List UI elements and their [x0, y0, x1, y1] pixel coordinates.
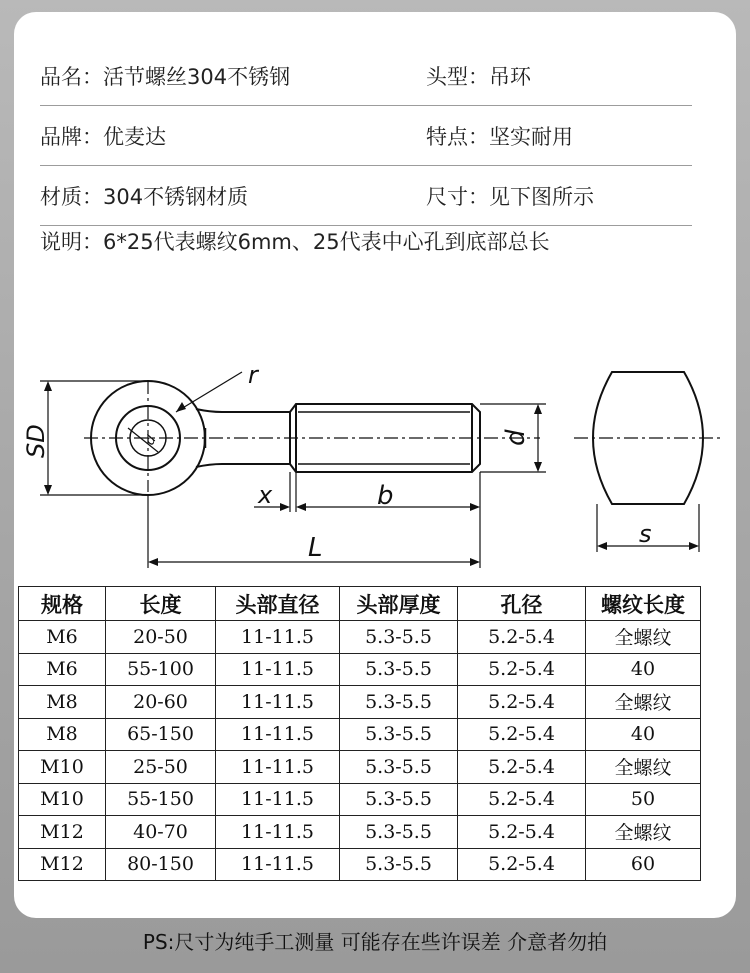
cell-length: 55-150	[106, 783, 216, 816]
table-row	[19, 621, 701, 654]
cell-thread-length: 60	[586, 848, 701, 881]
label-s: s	[639, 520, 652, 548]
cell-spec: M12	[19, 816, 106, 849]
table-row	[19, 686, 701, 719]
header-thread-length: 螺纹长度	[586, 587, 701, 621]
l-arrow-right	[470, 558, 480, 566]
spec-material: 材质：304不锈钢材质	[40, 185, 249, 209]
label-d: d	[501, 429, 531, 446]
sd-arrow-bottom	[44, 485, 52, 495]
label-r: r	[248, 361, 258, 389]
header-hole-diameter: 孔径	[458, 587, 586, 621]
cell-head-thickness: 5.3-5.5	[340, 816, 458, 849]
s-arrow-right	[689, 542, 699, 550]
cell-thread-length: 40	[586, 718, 701, 751]
spec-head-type: 头型：吊环	[426, 65, 531, 89]
cell-head-diameter: 11-11.5	[216, 816, 340, 849]
table-header-row	[19, 587, 701, 621]
d-arrow-top	[534, 404, 542, 414]
label-x: x	[258, 481, 273, 509]
l-arrow-left	[148, 558, 158, 566]
cell-length: 65-150	[106, 718, 216, 751]
cell-head-diameter: 11-11.5	[216, 751, 340, 784]
label-l: L	[308, 533, 323, 563]
s-arrow-left	[597, 542, 607, 550]
cell-length: 40-70	[106, 816, 216, 849]
cell-hole-diameter: 5.2-5.4	[458, 751, 586, 784]
cell-head-diameter: 11-11.5	[216, 718, 340, 751]
table-row	[19, 816, 701, 849]
header-head-thickness: 头部厚度	[340, 587, 458, 621]
cell-head-thickness: 5.3-5.5	[340, 686, 458, 719]
cell-hole-diameter: 5.2-5.4	[458, 621, 586, 654]
spec-product-name: 品名：活节螺丝304不锈钢	[40, 65, 291, 89]
label-sd: SD	[22, 424, 50, 458]
cell-head-diameter: 11-11.5	[216, 621, 340, 654]
cell-head-diameter: 11-11.5	[216, 653, 340, 686]
cell-length: 20-60	[106, 686, 216, 719]
header-length: 长度	[106, 587, 216, 621]
cell-spec: M8	[19, 686, 106, 719]
d-arrow-bottom	[534, 462, 542, 472]
cell-spec: M10	[19, 783, 106, 816]
cell-head-diameter: 11-11.5	[216, 848, 340, 881]
cell-spec: M6	[19, 653, 106, 686]
table-row	[19, 718, 701, 751]
cell-length: 20-50	[106, 621, 216, 654]
cell-head-diameter: 11-11.5	[216, 783, 340, 816]
cell-spec: M12	[19, 848, 106, 881]
cell-head-thickness: 5.3-5.5	[340, 783, 458, 816]
cell-length: 80-150	[106, 848, 216, 881]
cell-hole-diameter: 5.2-5.4	[458, 718, 586, 751]
cell-head-thickness: 5.3-5.5	[340, 718, 458, 751]
cell-head-diameter: 11-11.5	[216, 686, 340, 719]
cell-length: 25-50	[106, 751, 216, 784]
table-row	[19, 848, 701, 881]
footer-disclaimer: PS:尺寸为纯手工测量 可能存在些许误差 介意者勿拍	[142, 930, 608, 954]
cell-thread-length: 全螺纹	[586, 621, 701, 654]
b-arrow-left	[296, 503, 306, 511]
neck-top-edge	[196, 409, 290, 412]
r-arrow	[176, 402, 186, 412]
cell-spec: M6	[19, 621, 106, 654]
cell-hole-diameter: 5.2-5.4	[458, 816, 586, 849]
header-spec: 规格	[19, 587, 106, 621]
cell-hole-diameter: 5.2-5.4	[458, 783, 586, 816]
cell-head-thickness: 5.3-5.5	[340, 751, 458, 784]
cell-length: 55-100	[106, 653, 216, 686]
table-row	[19, 751, 701, 784]
cell-spec: M8	[19, 718, 106, 751]
r-leader-line	[176, 372, 242, 412]
spec-note: 说明：6*25代表螺纹6mm、25代表中心孔到底部总长	[40, 230, 550, 254]
spec-brand: 品牌：优麦达	[40, 125, 166, 149]
label-b: b	[377, 481, 394, 511]
table-row	[19, 653, 701, 686]
size-table	[18, 586, 701, 881]
cell-hole-diameter: 5.2-5.4	[458, 848, 586, 881]
cell-thread-length: 全螺纹	[586, 686, 701, 719]
cell-head-thickness: 5.3-5.5	[340, 621, 458, 654]
cell-head-thickness: 5.3-5.5	[340, 653, 458, 686]
label-hole-d: d	[142, 433, 160, 448]
cell-head-thickness: 5.3-5.5	[340, 848, 458, 881]
x-arrow	[280, 503, 290, 511]
table-row	[19, 783, 701, 816]
cell-thread-length: 全螺纹	[586, 816, 701, 849]
neck-bottom-edge	[196, 464, 290, 467]
header-head-diameter: 头部直径	[216, 587, 340, 621]
spec-feature: 特点：坚实耐用	[426, 125, 573, 149]
b-arrow-right	[470, 503, 480, 511]
cell-thread-length: 全螺纹	[586, 751, 701, 784]
spec-size: 尺寸：见下图所示	[426, 185, 594, 209]
cell-spec: M10	[19, 751, 106, 784]
sd-arrow-top	[44, 381, 52, 391]
cell-thread-length: 40	[586, 653, 701, 686]
cell-hole-diameter: 5.2-5.4	[458, 653, 586, 686]
cell-thread-length: 50	[586, 783, 701, 816]
cell-hole-diameter: 5.2-5.4	[458, 686, 586, 719]
